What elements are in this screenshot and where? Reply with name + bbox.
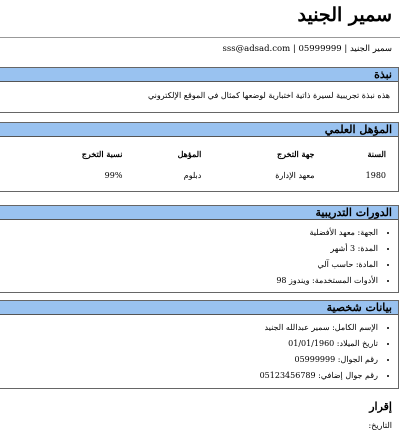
courses-title: الدورات التدريبية xyxy=(0,206,398,220)
col-year: السنة xyxy=(367,149,386,159)
education-table xyxy=(18,149,398,180)
contact-line: سمير الجنيد | 05999999 | sss@adsad.com xyxy=(222,44,392,54)
education-header-row xyxy=(18,149,398,171)
col-institution: جهة التخرج xyxy=(276,149,315,159)
list-item: • المادة: حاسب آلي xyxy=(0,260,378,269)
list-item: • تاريخ الميلاد: 01/01/1960 xyxy=(0,339,378,348)
courses-section xyxy=(0,205,399,293)
summary-title: نبذة xyxy=(0,68,398,82)
education-title: المؤهل العلمي xyxy=(0,123,398,137)
cell-grade: 99% xyxy=(104,171,123,180)
declaration-title: إقرار xyxy=(369,400,392,413)
header-divider xyxy=(0,37,400,38)
list-item: • رقم جوال إضافي: 05123456789 xyxy=(0,371,378,380)
col-qualification: المؤهل xyxy=(177,149,202,159)
education-section xyxy=(0,122,399,192)
list-item: • المدة: 3 أشهر xyxy=(0,244,378,253)
courses-list xyxy=(0,220,398,285)
date-label: التاريخ: xyxy=(368,421,392,430)
summary-section xyxy=(0,67,399,113)
table-row xyxy=(18,171,398,180)
person-name: سمير الجنيد xyxy=(297,4,392,26)
list-item: • الإسم الكامل: سمير عبدالله الجنيد xyxy=(0,323,378,332)
list-item: • الجهة: معهد الأفضلية xyxy=(0,228,378,237)
col-grade: نسبة التخرج xyxy=(81,149,123,159)
cell-year: 1980 xyxy=(365,171,386,180)
cell-institution: معهد الإدارة xyxy=(275,171,315,180)
cell-qualification: دبلوم xyxy=(183,171,202,180)
list-item: • رقم الجوال: 05999999 xyxy=(0,355,378,364)
list-item: • الأدوات المستخدمة: ويندوز 98 xyxy=(0,276,378,285)
summary-text: هذه نبذة تجريبية لسيرة ذاتية اختبارية لوضعها كمثال في الموقع الإلكتروني xyxy=(147,91,390,100)
personal-title: بيانات شخصية xyxy=(0,301,398,315)
personal-list xyxy=(0,315,398,380)
personal-section xyxy=(0,300,399,389)
